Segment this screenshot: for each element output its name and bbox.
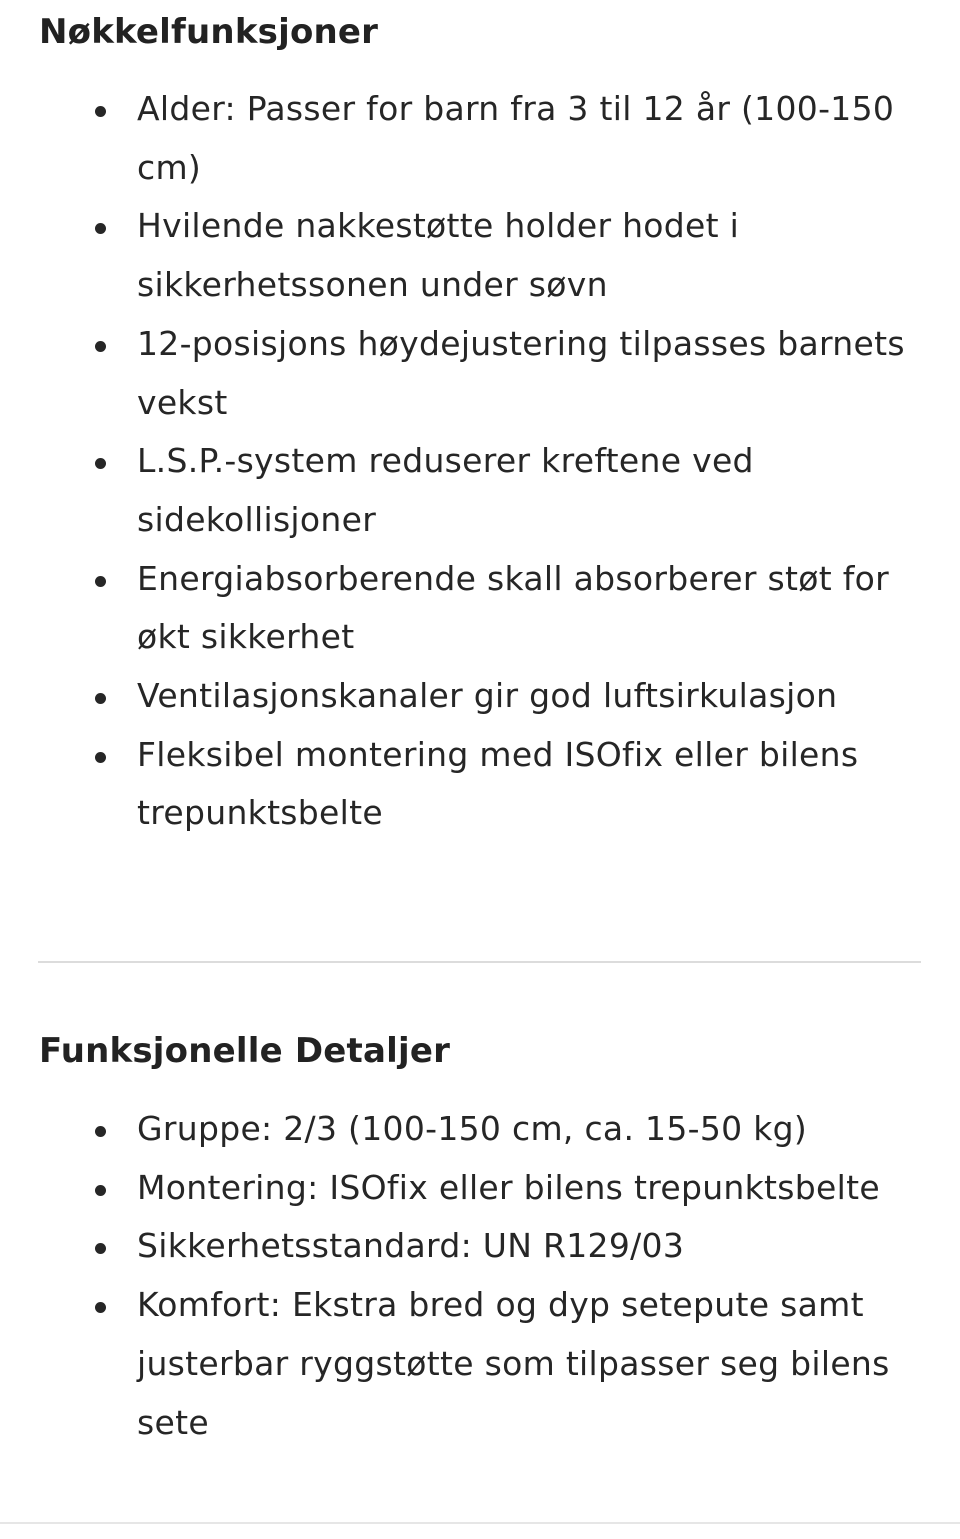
list-item: [0, 432, 960, 549]
list-item: [0, 315, 960, 432]
bottom-divider: [0, 1522, 960, 1524]
key-features-list: [0, 80, 960, 843]
list-item: [0, 550, 960, 667]
section-title-functional-details: Funksjonelle Detaljer: [39, 1031, 451, 1071]
bullet-icon: [95, 1302, 106, 1313]
functional-details-list: [0, 1100, 960, 1452]
list-item: [0, 197, 960, 314]
list-item: [0, 667, 960, 726]
list-item-text: Komfort: Ekstra bred og dyp setepute samt justerbar ryggstøtte som tilpasser seg bilens sete: [137, 1285, 890, 1442]
bullet-icon: [95, 341, 106, 352]
bullet-icon: [95, 1243, 106, 1254]
list-item-text: Alder: Passer for barn fra 3 til 12 år (100-150 cm): [137, 89, 895, 187]
bullet-icon: [95, 752, 106, 763]
bullet-icon: [95, 458, 106, 469]
bullet-icon: [95, 576, 106, 587]
bullet-icon: [95, 223, 106, 234]
bullet-icon: [95, 1185, 106, 1196]
list-item-text: Sikkerhetsstandard: UN R129/03: [137, 1226, 685, 1266]
list-item-text: Gruppe: 2/3 (100-150 cm, ca. 15-50 kg): [137, 1109, 808, 1148]
bullet-icon: [95, 106, 106, 117]
list-item-text: 12-posisjons høydejustering tilpasses barnets vekst: [137, 323, 905, 422]
section-divider: [38, 961, 921, 963]
list-item: [0, 1100, 960, 1159]
list-item-text: L.S.P.-system reduserer kreftene ved sidekollisjoner: [137, 441, 754, 539]
list-item-text: Hvilende nakkestøtte holder hodet i sikkerhetssonen under søvn: [137, 206, 740, 305]
section-title-key-features: Nøkkelfunksjoner: [39, 12, 379, 52]
list-item: [0, 80, 960, 197]
list-item: [0, 1217, 960, 1276]
list-item-text: Ventilasjonskanaler gir god luftsirkulasjon: [137, 676, 838, 716]
bullet-icon: [95, 693, 106, 704]
list-item-text: Fleksibel montering med ISOfix eller bilens trepunktsbelte: [137, 734, 859, 833]
list-item: [0, 1159, 960, 1218]
list-item-text: Energiabsorberende skall absorberer støt for økt sikkerhet: [137, 558, 890, 657]
list-item: [0, 726, 960, 843]
list-item-text: Montering: ISOfix eller bilens trepunktsbelte: [137, 1167, 880, 1207]
list-item: [0, 1276, 960, 1452]
bullet-icon: [95, 1126, 106, 1137]
